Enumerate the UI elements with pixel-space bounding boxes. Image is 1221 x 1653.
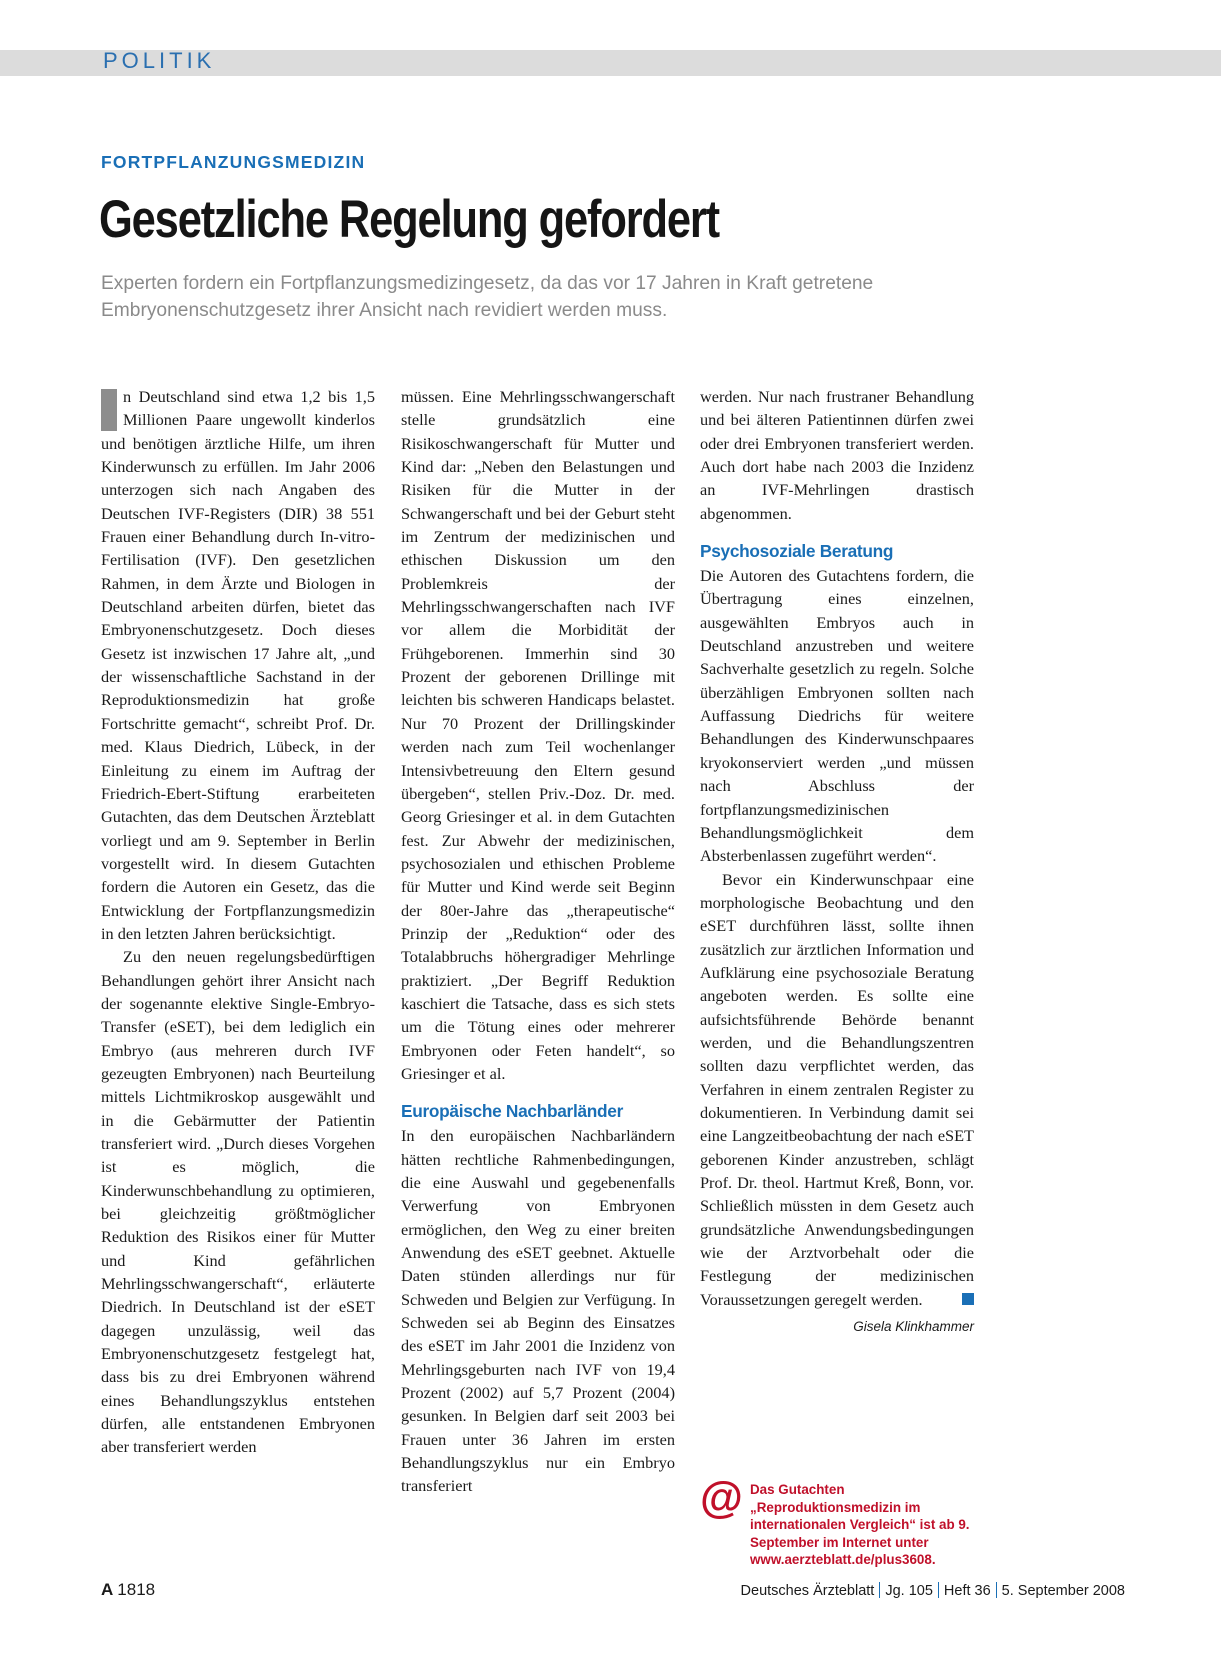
drop-cap-marker: [101, 389, 117, 431]
volume: Jg. 105: [885, 1583, 933, 1599]
page-prefix: A: [101, 1580, 114, 1599]
web-reference-text[interactable]: Das Gutachten „Reproduktionsmedizin im internationalen Vergleich“ ist ab 9. September im Internet unter www.aerzteblatt.de/plus3608.: [750, 1482, 970, 1567]
article-column-1: [101, 385, 375, 1459]
author-name: Gisela Klinkhammer: [853, 1319, 974, 1335]
article-column-3: [700, 385, 974, 1338]
paragraph-text: n Deutschland sind etwa 1,2 bis 1,5 Millionen Paare ungewollt kinderlos und benötigen ärztliche Hilfe, um ihren Kinderwunsch zu erfüllen. Im Jahr 2006 unterzogen sich nach Angaben des Deutschen IVF-Registers (DIR) 38 551 Frauen einer Behandlung durch In-vitro-Fertilisation (IVF). Den gesetzlichen Rahmen, in dem Ärzte und Biologen in Deutschland arbeiten dürfen, bietet das Embryonenschutzgesetz. Doch dieses Gesetz ist inzwischen 17 Jahre alt, „und der wissenschaftliche Sachstand in der Reproduktionsmedizin hat große Fortschritte gemacht“, schreibt Prof. Dr. med. Klaus Diedrich, Lübeck, in der Einleitung zu einem im Auftrag der Friedrich-Ebert-Stiftung erarbeiteten Gutachten, das dem Deutschen Ärzteblatt vorliegt und am 9. September in Berlin vorgestellt wird. In diesem Gutachten fordern die Autoren ein Gesetz, das die Entwicklung der Fortpflanzungsmedizin in den letzten Jahren berücksichtigt.: [101, 387, 375, 943]
paragraph: werden. Nur nach frustraner Behandlung und bei älteren Patientinnen dürfen zwei oder drei Embryonen transferiert werden. Auch dort habe nach 2003 die Inzidenz an IVF-Mehrlingen drastisch abgenommen.: [700, 387, 974, 523]
paragraph: In den europäischen Nachbarländern hätten rechtliche Rahmenbedingungen, die eine Auswahl und gegebenenfalls Verwerfung von Embryonen ermöglichen, den Weg zu einer breiten Anwendung des eSET geebnet. Aktuelle Daten stünden allerdings nur für Schweden und Belgien zur Verfügung. In Schweden sei ab Beginn des Einsatzes des eSET im Jahr 2001 die Inzidenz von Mehrlingsgeburten nach IVF von 19,4 Prozent (2002) auf 5,7 Prozent (2004) gesunken. In Belgien darf seit 2003 bei Frauen unter 36 Jahren im ersten Behandlungszyklus nur ein Embryo transferiert: [401, 1126, 675, 1496]
subheading: Psychosoziale Beratung: [700, 541, 894, 562]
article-headline: Gesetzliche Regelung gefordert: [99, 190, 720, 249]
paragraph: Zu den neuen regelungsbedürftigen Behandlungen gehört ihrer Ansicht nach der sogenannte elektive Single-Embryo-Transfer (eSET), bei dem lediglich ein Embryo (aus mehreren durch IVF gezeugten Embryonen) nach Beurteilung mittels Lichtmikroskop ausgewählt und in die Gebärmutter der Patientin transferiert wird. „Durch dieses Vorgehen ist es möglich, die Kinderwunschbehandlung zu optimieren, bei gleichzeitig größtmöglicher Reduktion des Risikos einer für Mutter und Kind gefährlichen Mehrlingsschwangerschaft“, erläuterte Diedrich. In Deutschland ist der eSET dagegen unzulässig, weil das Embryonenschutzgesetz festgelegt hat, dass bis zu drei Embryonen während eines Behandlungszyklus entstehen dürfen, alle entstandenen Embryonen aber transferiert werden: [101, 947, 375, 1457]
article-column-2: [401, 385, 675, 1498]
page-number-value: 1818: [117, 1580, 156, 1599]
issue-date: 5. September 2008: [1001, 1583, 1125, 1599]
article-kicker: FORTPFLANZUNGSMEDIZIN: [101, 152, 366, 172]
section-label: POLITIK: [103, 48, 216, 73]
issue: Heft 36: [943, 1583, 991, 1599]
journal-name: Deutsches Ärzteblatt: [740, 1583, 875, 1599]
paragraph: [101, 385, 375, 945]
divider: [879, 1582, 880, 1598]
subheading: Europäische Nachbarländer: [401, 1101, 624, 1122]
page-number: [101, 1580, 155, 1600]
paragraph: [700, 868, 974, 1312]
end-mark-icon: [962, 1293, 974, 1305]
paragraph-text: Bevor ein Kinderwunschpaar eine morphologische Beobachtung und den eSET durchführen lässt, sollte ihnen zusätzlich zur ärztlichen Information und Aufklärung eine psychosoziale Beratung angeboten werden. Es sollte eine aufsichtsführende Behörde benannt werden, und die Behandlungszentren sollten dazu verpflichtet werden, das Verfahren in einem zentralen Register zu dokumentieren. In Verbindung damit sei eine Langzeitbeobachtung der nach eSET geborenen Kinder anzustreben, schlägt Prof. Dr. theol. Hartmut Kreß, Bonn, vor. Schließlich müssten in dem Gesetz auch grundsätzliche Anwendungsbedingungen wie der Arztvorbehalt oder die Festlegung der medizinischen Voraussetzungen geregelt werden.: [700, 869, 974, 1309]
divider: [996, 1582, 997, 1598]
footer-citation: [741, 1582, 1125, 1599]
divider: [938, 1582, 939, 1598]
paragraph: Die Autoren des Gutachtens fordern, die Übertragung eines einzelnen, ausgewählten Embryos auch in Deutschland anzustreben und weitere Sachverhalte gesetzlich zu regeln. Solche überzähligen Embryonen sollten nach Auffassung Diedrichs für weitere Behandlungen des Kinderwunschpaares kryokonserviert werden „und müssen nach Abschluss der fortpflanzungsmedizinischen Behandlungsmöglichkeit dem Absterbenlassen zugeführt werden“.: [700, 566, 974, 866]
paragraph: müssen. Eine Mehrlingsschwangerschaft stelle grundsätzlich eine Risikoschwangerschaft für Mutter und Kind dar: „Neben den Belastungen und Risiken für die Mutter in der Schwangerschaft und bei der Geburt steht im Zentrum der medizinischen und ethischen Diskussion um den Problemkreis der Mehrlingsschwangerschaften nach IVF vor allem die Morbidität der Frühgeborenen. Immerhin sind 30 Prozent der geborenen Drillinge mit leichten bis schweren Handicaps belastet. Nur 70 Prozent der Drillingskinder werden nach zum Teil wochenlanger Intensivbetreuung den Eltern gesund übergeben“, stellen Priv.-Doz. Dr. med. Georg Griesinger et al. in dem Gutachten fest. Zur Abwehr der medizinischen, psychosozialen und ethischen Probleme für Mutter und Kind werde seit Beginn der 80er-Jahre das „therapeutische“ Prinzip der „Reduktion“ oder des Totalabbruchs höhergradiger Mehrlinge praktiziert. „Der Begriff Reduktion kaschiert die Tatsache, dass es sich stets um die Tötung eines oder mehrerer Embryonen oder Feten handelt“, so Griesinger et al.: [401, 387, 675, 1083]
article-lead: Experten fordern ein Fortpflanzungsmedizingesetz, da das vor 17 Jahren in Kraft getretene Embryonenschutzgesetz ihrer Ansicht nach revidiert werden muss.: [101, 273, 874, 321]
at-sign-icon: @: [700, 1473, 743, 1522]
